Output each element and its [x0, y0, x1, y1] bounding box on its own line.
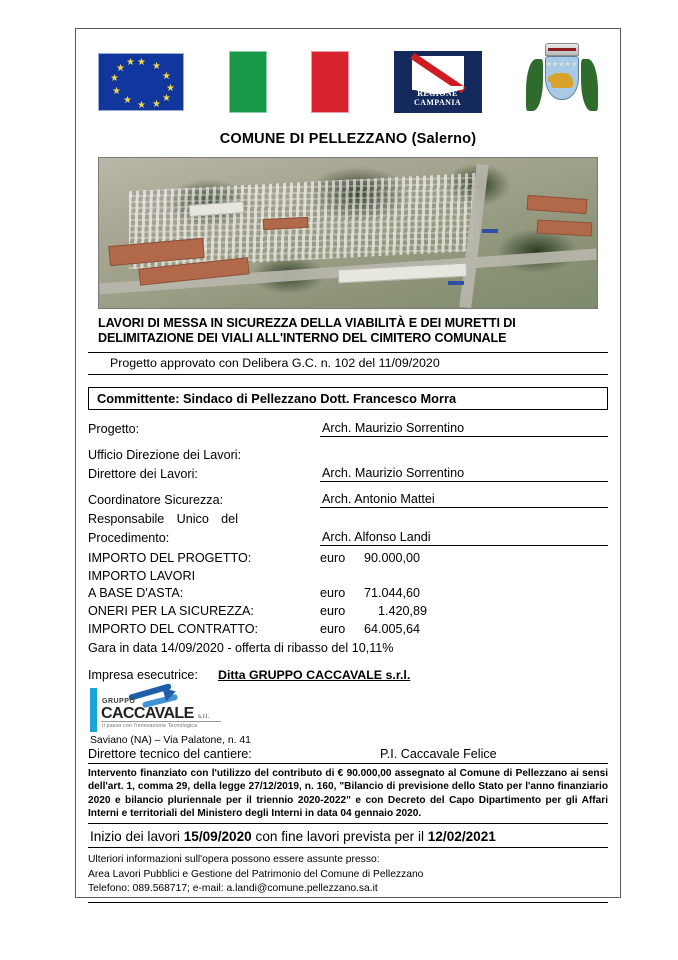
dates-middle: con fine lavori prevista per il — [251, 829, 428, 845]
amount-value-base-asta: 71.044,60 — [364, 586, 421, 601]
role-value-rup: Arch. Alfonso Landi — [320, 530, 608, 546]
dates-start: 15/09/2020 — [183, 829, 252, 845]
regione-campania-label: REGIONE CAMPANIA — [413, 89, 462, 107]
role-row-rup-line1 — [88, 508, 608, 527]
role-label-rup-line2: Procedimento: — [88, 530, 170, 545]
role-label-progetto: Progetto: — [88, 421, 140, 436]
impresa-name: Ditta GRUPPO CACCAVALE s.r.l. — [218, 667, 411, 682]
amount-label-contratto: IMPORTO DEL CONTRATTO: — [88, 622, 259, 637]
caccavale-logo-tagline: Il passo con l'innovazione Tecnologica — [102, 722, 198, 729]
contacts-block — [88, 853, 608, 903]
project-approval-line: Progetto approvato con Delibera G.C. n. 102 del 11/09/2020 — [88, 352, 608, 375]
role-value-direttore-lavori: Arch. Maurizio Sorrentino — [320, 466, 608, 482]
role-label-coordinatore-sicurezza: Coordinatore Sicurezza: — [88, 492, 224, 507]
amount-currency-progetto: euro — [320, 550, 346, 565]
impresa-address: Saviano (NA) – Via Palatone, n. 41 — [90, 734, 251, 746]
works-title: LAVORI DI MESSA IN SICUREZZA DELLA VIABILITÀ E DEI MURETTI DI DELIMITAZIONE DEI VIALI ALL'INTERNO DEL CIMITERO COMUNALE — [98, 316, 516, 346]
role-value-progetto: Arch. Maurizio Sorrentino — [320, 421, 608, 437]
amount-row-contratto — [88, 621, 608, 639]
site-notice-board — [75, 28, 621, 898]
direttore-tecnico-label: Direttore tecnico del cantiere: — [88, 746, 252, 761]
pellezzano-coat-of-arms-icon: ★★★★★ — [526, 43, 598, 121]
eu-flag-icon: ★ ★ ★ ★ ★ ★ ★ ★ ★ ★ ★ ★ — [98, 53, 184, 111]
amount-value-contratto: 64.005,64 — [364, 622, 421, 637]
financing-note: Intervento finanziato con l'utilizzo del contributo di € 90.000,00 assegnato al Comune di Pellezzano ai sensi dell'art. 1, comma 29, della legge 27/12/2019, n. 160, "Bilancio di previsione dello Stato per l'anno finanziario 2020 e bilancio pluriennale per il triennio 2020-2022" e con Decreto del Capo Dipartimento per gli Affari Interni e territoriali del Ministero degli Interni in data 04 gennaio 2020. — [88, 767, 608, 824]
role-label-rup-line1: Responsabile Unico del — [88, 511, 238, 526]
amount-label-base-asta: A BASE D'ASTA: — [88, 586, 184, 601]
amount-label-lavori-header: IMPORTO LAVORI — [88, 568, 196, 583]
caccavale-logo-gruppo-text: GRUPPO — [102, 697, 136, 705]
regione-campania-logo-icon — [394, 51, 482, 113]
amount-row-lavori-header — [88, 568, 608, 586]
amount-value-oneri-sicurezza: 1.420,89 — [378, 604, 428, 619]
contacts-line-1: Ulteriori informazioni sull'opera possono essere assunte presso: — [88, 854, 380, 866]
committente-box: Committente: Sindaco di Pellezzano Dott. Francesco Morra — [88, 387, 608, 410]
role-row-ufficio-direzione — [88, 444, 608, 463]
caccavale-logo-srl-text: s.r.l. — [198, 713, 210, 720]
amount-row-base-asta — [88, 585, 608, 603]
amounts-table — [88, 550, 608, 658]
amount-currency-base-asta: euro — [320, 586, 346, 601]
role-row-rup — [88, 527, 608, 546]
direttore-tecnico-row — [88, 747, 608, 764]
amount-label-oneri-sicurezza: ONERI PER LA SICUREZZA: — [88, 604, 254, 619]
italy-flag-green-icon — [229, 51, 267, 113]
contacts-line-2: Area Lavori Pubblici e Gestione del Patrimonio del Comune di Pellezzano — [88, 868, 424, 880]
role-value-coordinatore-sicurezza: Arch. Antonio Mattei — [320, 492, 608, 508]
role-value-ufficio-direzione — [320, 462, 608, 463]
role-label-ufficio-direzione: Ufficio Direzione dei Lavori: — [88, 447, 242, 462]
contacts-line-3: Telefono: 089.568717; e-mail: a.landi@comune.pellezzano.sa.it — [88, 883, 378, 895]
amount-value-progetto: 90.000,00 — [364, 550, 421, 565]
italy-flag-red-icon — [311, 51, 349, 113]
cemetery-photo-container — [76, 157, 620, 309]
direttore-tecnico-value: P.I. Caccavale Felice — [380, 746, 497, 761]
role-row-direttore-lavori — [88, 463, 608, 482]
dates-prefix: Inizio dei lavori — [90, 829, 184, 845]
gara-line: Gara in data 14/09/2020 - offerta di ribasso del 10,11% — [88, 641, 394, 656]
municipality-title: COMUNE DI PELLEZZANO (Salerno) — [219, 131, 477, 147]
amount-currency-contratto: euro — [320, 622, 346, 637]
impresa-label: Impresa esecutrice: — [88, 667, 198, 682]
role-row-coordinatore-sicurezza — [88, 489, 608, 508]
roles-table — [88, 418, 608, 546]
role-label-direttore-lavori: Direttore dei Lavori: — [88, 466, 198, 481]
dates-end: 12/02/2021 — [427, 829, 496, 845]
role-row-progetto — [88, 418, 608, 437]
aerial-cemetery-photo — [98, 157, 598, 309]
amount-label-progetto: IMPORTO DEL PROGETTO: — [88, 550, 252, 565]
works-dates-line — [88, 827, 608, 848]
institutional-logo-strip — [76, 29, 620, 125]
amount-currency-oneri-sicurezza: euro — [320, 604, 346, 619]
caccavale-logo-icon — [90, 686, 240, 734]
impresa-row — [88, 668, 608, 682]
amount-row-progetto — [88, 550, 608, 568]
amount-row-oneri-sicurezza — [88, 603, 608, 621]
caccavale-logo-name-text: CACCAVALE — [101, 704, 194, 722]
